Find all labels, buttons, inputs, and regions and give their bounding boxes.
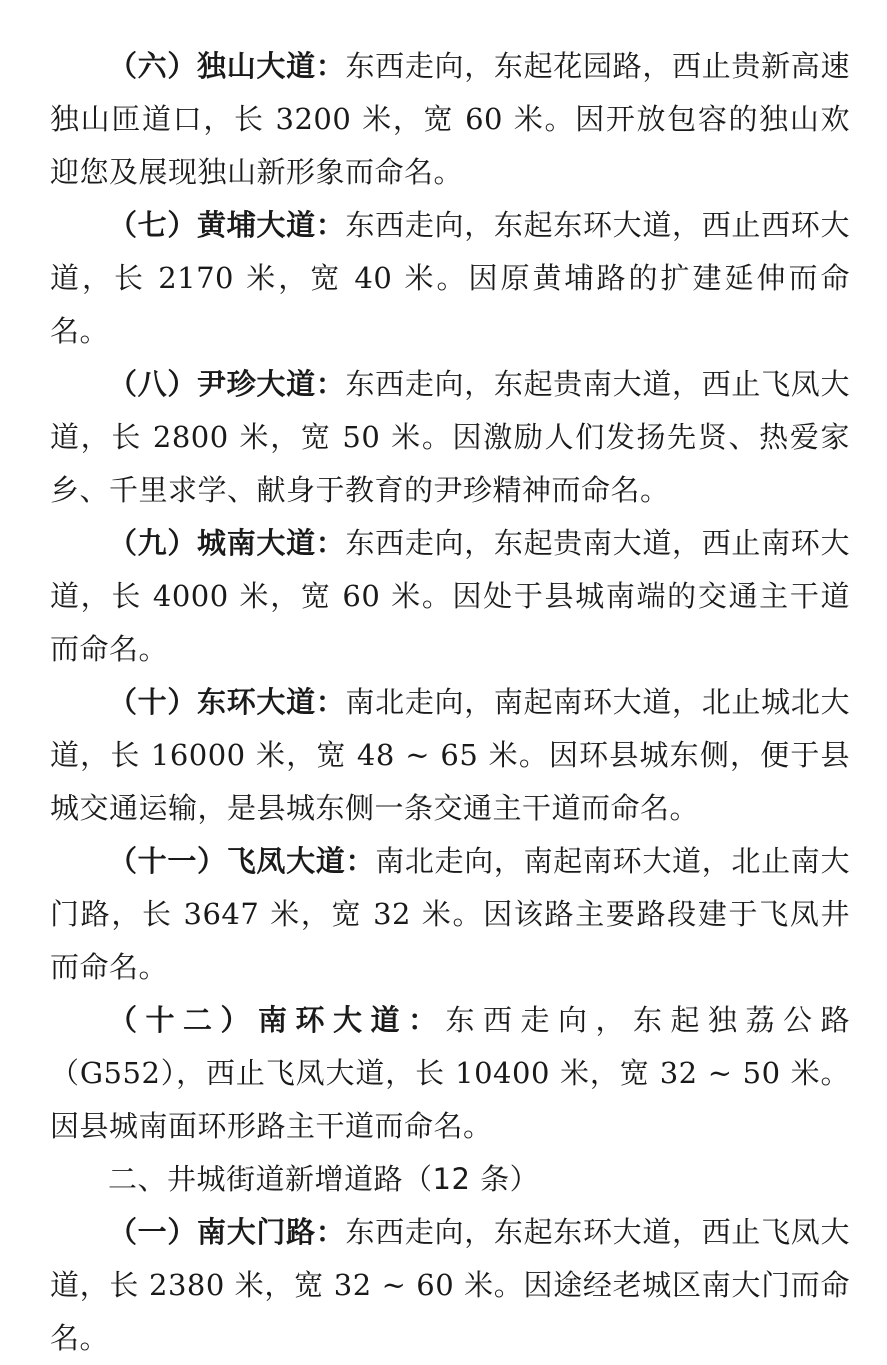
- road-description: 东西走向，东起花园路，西止贵新高速独山匝道口，长 3200 米，宽 60 米。因开放包容的独山欢迎您及展现独山新形象而命名。: [50, 49, 850, 189]
- road-heading: （十一）飞凤大道：: [108, 844, 376, 878]
- road-entry-shier: [50, 994, 850, 1153]
- road-entry-shi: [50, 676, 850, 835]
- road-entry-yi: [50, 1206, 850, 1365]
- road-description: 东西走向，东起东环大道，西止飞凤大道，长 2380 米，宽 32 ~ 60 米。因途经老城区南大门而命名。: [50, 1215, 850, 1355]
- road-heading: （八）尹珍大道：: [108, 367, 346, 401]
- road-entry-ba: [50, 358, 850, 517]
- road-heading: （十）东环大道：: [108, 685, 346, 719]
- road-description: 东西走向，东起独荔公路（G552），西止飞凤大道，长 10400 米，宽 32 ~ 50 米。因县城南面环形路主干道而命名。: [50, 1003, 850, 1143]
- road-heading: （七）黄埔大道：: [108, 208, 346, 242]
- road-entry-shiyi: [50, 835, 850, 994]
- road-heading: （一）南大门路：: [108, 1215, 346, 1249]
- road-entry-jiu: [50, 517, 850, 676]
- road-description: 东西走向，东起东环大道，西止西环大道，长 2170 米，宽 40 米。因原黄埔路的扩建延伸而命名。: [50, 208, 850, 348]
- road-heading: （九）城南大道：: [108, 526, 346, 560]
- document-body: [50, 40, 850, 1365]
- road-heading: （十二）南环大道：: [108, 1003, 446, 1037]
- road-description: 东西走向，东起贵南大道，西止南环大道，长 4000 米，宽 60 米。因处于县城南端的交通主干道而命名。: [50, 526, 850, 666]
- road-description: 东西走向，东起贵南大道，西止飞凤大道，长 2800 米，宽 50 米。因激励人们发扬先贤、热爱家乡、千里求学、献身于教育的尹珍精神而命名。: [50, 367, 850, 507]
- section-title: 二、井城街道新增道路（12 条）: [108, 1162, 540, 1196]
- road-heading: （六）独山大道：: [108, 49, 346, 83]
- road-description: 南北走向，南起南环大道，北止南大门路，长 3647 米，宽 32 米。因该路主要路段建于飞凤井而命名。: [50, 844, 850, 984]
- road-description: 南北走向，南起南环大道，北止城北大道，长 16000 米，宽 48 ~ 65 米。因环县城东侧，便于县城交通运输，是县城东侧一条交通主干道而命名。: [50, 685, 850, 825]
- road-entry-qi: [50, 199, 850, 358]
- road-entry-liu: [50, 40, 850, 199]
